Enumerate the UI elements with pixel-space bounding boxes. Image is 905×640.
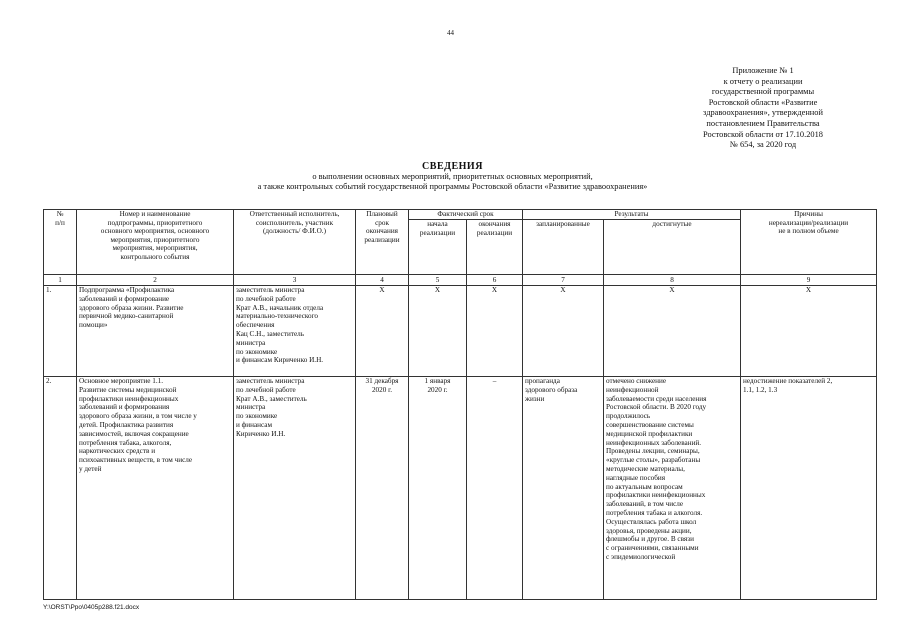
row-planned-term: Х (356, 286, 409, 377)
report-title (100, 161, 805, 192)
row-results-planned: пропаганда здорового образа жизни (523, 377, 604, 600)
report-table (43, 209, 877, 600)
appendix-line: постановлением Правительства (706, 118, 820, 128)
page-number: 44 (447, 29, 454, 37)
column-number: 7 (523, 275, 604, 286)
title-main: СВЕДЕНИЯ (422, 161, 483, 172)
column-number: 3 (234, 275, 356, 286)
appendix-line: к отчету о реализации (723, 76, 803, 86)
file-path-footer: Y:\ORST\Ppo\0405p288.f21.docx (43, 604, 140, 611)
column-number: 6 (467, 275, 523, 286)
appendix-line: здравоохранения», утвержденной (703, 108, 823, 118)
column-numbers-row (44, 275, 877, 286)
column-number: 8 (604, 275, 741, 286)
row-results-planned: Х (523, 286, 604, 377)
row-actual-start: 1 января 2020 г. (409, 377, 467, 600)
table-row (44, 377, 877, 600)
appendix-line: Ростовской области от 17.10.2018 (703, 129, 823, 139)
header-results-achieved: достигнутые (604, 220, 741, 275)
title-line: а также контрольных событий государственной программы Ростовской области «Развитие здравоохранения» (257, 182, 648, 192)
header-actual-start: начала реализации (409, 220, 467, 275)
row-results-achieved: отмечено снижение неинфекционной заболеваемости среди населения Ростовской области. В 2020 году продолжилось совершенствование системы медицинской профилактики неинфекционных заболеваний. Проведены лекции, семинары, «круглые столы», разработаны методические материалы, наглядные пособия по актуальным вопросам профилактики неинфекционных заболеваний, в том числе потребления табака и алкоголя. Осуществлялась работа школ здоровья, проведены акции, флешмобы и другое. В связи с ограничениями, связанными с эпидемиологической (604, 377, 741, 600)
header-executor: Ответственный исполнитель, соисполнитель, участник (должность/ Ф.И.О.) (234, 210, 356, 275)
header-name: Номер и наименование подпрограммы, приоритетного основного мероприятия, основного мероприятия, приоритетного мероприятия, мероприятия, контрольного события (77, 210, 234, 275)
row-reasons: недостижение показателей 2, 1.1, 1.2, 1.3 (741, 377, 877, 600)
row-results-achieved: Х (604, 286, 741, 377)
row-actual-end: – (467, 377, 523, 600)
appendix-note (672, 66, 854, 151)
column-number: 5 (409, 275, 467, 286)
column-number: 1 (44, 275, 77, 286)
row-actual-start: Х (409, 286, 467, 377)
title-line: о выполнении основных мероприятий, приоритетных основных мероприятий, (312, 172, 593, 181)
table-row (44, 286, 877, 377)
column-number: 2 (77, 275, 234, 286)
header-actual-end: окончания реализации (467, 220, 523, 275)
row-executor: заместитель министра по лечебной работе Крат А.В., заместитель министра по экономике и финансам Кириченко И.Н. (234, 377, 356, 600)
row-executor: заместитель министра по лечебной работе Крат А.В., начальник отдела материально-технического обеспечения Кац С.Н., заместитель министра по экономике и финансам Кириченко И.Н. (234, 286, 356, 377)
header-num: № п/п (44, 210, 77, 275)
appendix-line: Ростовской области «Развитие (708, 97, 818, 107)
row-num: 2. (44, 377, 77, 600)
row-reasons: Х (741, 286, 877, 377)
header-reasons: Причины нереализации/реализации не в полном объеме (741, 210, 877, 275)
header-actual-term: Фактический срок (409, 210, 523, 220)
column-number: 4 (356, 275, 409, 286)
appendix-line: Приложение № 1 (732, 66, 794, 75)
row-num: 1. (44, 286, 77, 377)
appendix-line: государственной программы (711, 87, 815, 97)
column-number: 9 (741, 275, 877, 286)
row-name: Подпрограмма «Профилактика заболеваний и формирование здорового образа жизни. Развитие первичной медико-санитарной помощи» (77, 286, 234, 377)
row-planned-term: 31 декабря 2020 г. (356, 377, 409, 600)
header-results-planned: запланированные (523, 220, 604, 275)
appendix-line: № 654, за 2020 год (729, 140, 797, 150)
row-actual-end: Х (467, 286, 523, 377)
row-name: Основное мероприятие 1.1. Развитие системы медицинской профилактики неинфекционных заболеваний и формирования здорового образа жизни, в том числе у детей. Профилактика развития зависимостей, включая сокращение потребления табака, алкоголя, наркотических средств и психоактивных веществ, в том числе у детей (77, 377, 234, 600)
header-results: Результаты (523, 210, 741, 220)
header-planned-term: Плановый срок окончания реализации (356, 210, 409, 275)
